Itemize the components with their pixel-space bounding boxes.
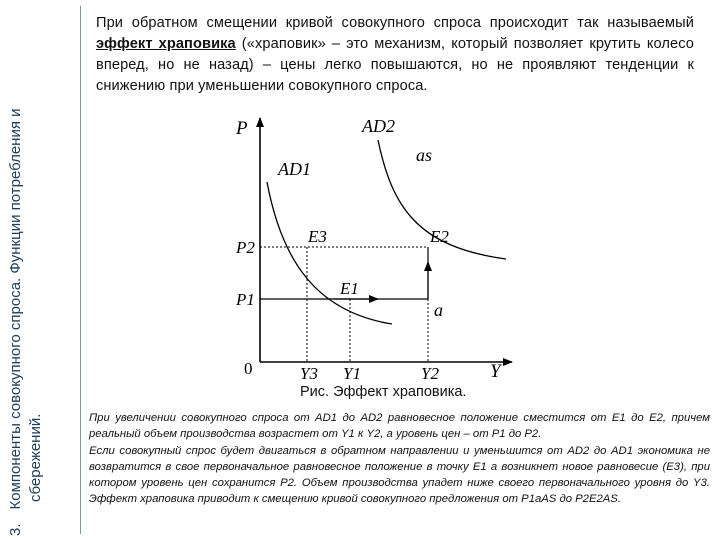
axis-label-y: Y [490,361,501,382]
intro-text-part1: При обратном смещении кривой совокупного спроса происходит так называемый [96,15,694,31]
label-e1: E1 [340,279,359,298]
tick-y2: Y2 [421,364,439,382]
ad1-curve [267,182,392,324]
label-e3: E3 [308,227,327,246]
origin-label: 0 [244,359,253,378]
explanation-paragraph-1: При увеличении совокупного спроса от AD1 до AD2 равновесное положение сместится от E1 до E2, причем реальный объем производства возрастет от Y1 к Y2, а уровень цен – от P1 до P2. [89,412,710,441]
tick-p2: P2 [236,238,255,257]
tick-y1: Y1 [343,364,361,382]
section-title-line1: Компоненты совокупного спроса. Функции потребления и [7,108,24,510]
explanation-paragraph-2: Если совокупный спрос будет двигаться в обратном направлении и уменьшится от AD2 до AD1 экономика не возвратится в свое первоначальное равновесное положение в точку E1 а возникнет новое равновесие (E3), при котором уровень цен сохранится P2. Объем производства упадет ниже своего первоначального уровня до Y3. Эффект храповика приводит к смещению кривой совокупного предложения от P1aAS до P2E2AS. [89,444,710,506]
ratchet-effect-diagram [222,112,522,382]
intro-paragraph [96,13,694,97]
section-title [6,6,46,536]
figure-caption: Рис. Эффект храповика. [300,384,467,400]
axis-label-p: P [236,118,248,139]
sidebar-divider [80,6,81,534]
label-ad2: AD2 [362,116,395,136]
term-ratchet-effect: эффект храповика [96,36,236,52]
label-a: a [434,300,443,320]
explanation-text [89,410,710,508]
label-e2: E2 [430,227,449,246]
tick-y3: Y3 [300,364,318,382]
label-ad1: AD1 [278,159,311,179]
label-as: as [416,145,433,165]
sidebar [0,0,84,540]
section-title-line2: сбережений. [27,413,44,502]
tick-p1: P1 [236,290,255,309]
intro-text-part2: («храповик» – это механизм, который позволяет крутить колесо вперед, но не назад) – цены легко повышаются, но не проявляют тенденции к снижению при уменьшении совокупного спроса. [96,36,694,94]
section-number: 3. [7,523,24,536]
